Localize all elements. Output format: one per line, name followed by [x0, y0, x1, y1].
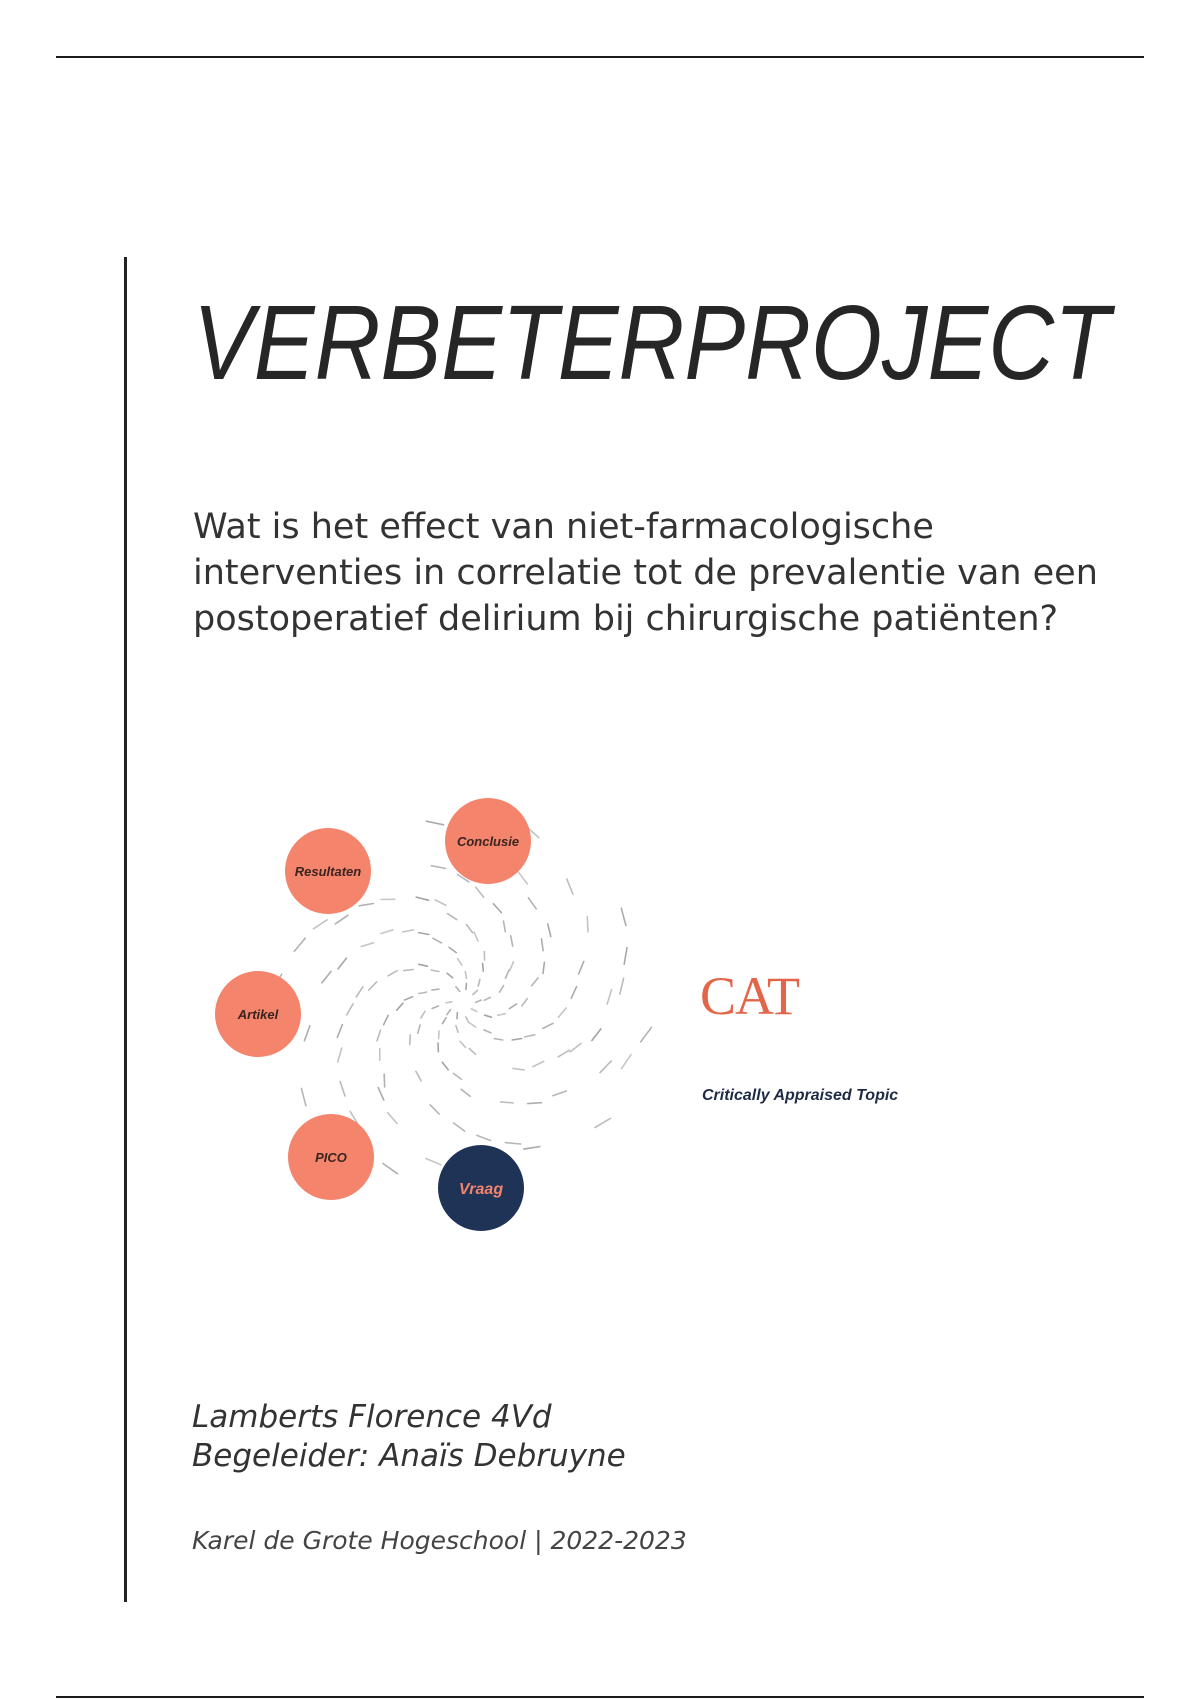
spiral-dash	[513, 1068, 524, 1070]
spiral-dash	[519, 872, 528, 884]
spiral-dash	[466, 1017, 469, 1023]
spiral-dash	[419, 933, 429, 935]
spiral-dash	[595, 1118, 611, 1127]
spiral-dash	[592, 1029, 601, 1041]
author-block	[192, 1398, 626, 1476]
spiral-dash	[476, 887, 484, 897]
spiral-dash	[431, 970, 439, 971]
spiral-dash	[512, 1039, 522, 1041]
spiral-dash	[493, 904, 501, 913]
spiral-dash	[418, 1025, 420, 1033]
spiral-dash	[356, 987, 363, 997]
spiral-dash	[558, 1008, 566, 1017]
spiral-dash	[600, 1061, 611, 1073]
spiral-dash	[509, 1004, 516, 1009]
spiral-dash	[447, 1010, 451, 1015]
spiral-dash	[378, 1088, 384, 1100]
spiral-dash	[587, 917, 588, 932]
spiral-dash	[397, 1003, 403, 1010]
spiral-dash	[421, 1011, 425, 1018]
spiral-dash	[447, 973, 453, 977]
spiral-dash	[338, 1048, 342, 1062]
spiral-dash	[338, 958, 347, 969]
spiral-dash	[476, 1000, 482, 1002]
spiral-dash	[430, 1105, 439, 1114]
spiral-dash	[442, 1062, 448, 1070]
spiral-dash	[470, 1023, 476, 1027]
spiral-dash	[485, 1015, 492, 1017]
spiral-dash	[533, 1061, 544, 1066]
spiral-dash	[359, 904, 373, 906]
spiral-dash	[567, 879, 573, 894]
spiral-dash	[620, 978, 624, 994]
spiral-dash	[494, 1039, 503, 1040]
node-label: PICO	[315, 1150, 347, 1165]
research-question	[193, 504, 1098, 642]
spiral-dash	[522, 999, 528, 1006]
spiral-dash	[369, 982, 377, 990]
spiral-dash	[506, 970, 509, 978]
spiral-dash	[571, 987, 576, 999]
spiral-dash	[335, 915, 348, 924]
spiral-dash	[456, 1026, 458, 1033]
research-question-line: postoperatief delirium bij chirurgische patiënten?	[193, 599, 1059, 639]
spiral-dash	[404, 970, 413, 971]
spiral-dash	[484, 997, 490, 1000]
spiral-dash	[466, 983, 467, 989]
document-title: VERBETERPROJECT	[193, 284, 1110, 402]
spiral-dash	[478, 980, 480, 987]
spiral-dash	[384, 1015, 389, 1024]
node-label: Conclusie	[456, 834, 520, 849]
spiral-dash	[641, 1027, 652, 1042]
spiral-dash	[465, 972, 466, 979]
spiral-dash	[337, 1025, 342, 1038]
spiral-dash	[449, 947, 456, 952]
bottom-rule	[56, 1696, 1144, 1698]
spiral-dash	[377, 1030, 381, 1041]
spiral-dash	[403, 930, 414, 932]
spiral-dash	[607, 990, 612, 1005]
spiral-dash	[524, 1147, 540, 1150]
spiral-dash	[454, 1123, 465, 1131]
spiral-dash	[543, 1023, 553, 1028]
spiral-dash	[461, 1089, 470, 1096]
spiral-dash	[431, 866, 445, 869]
research-question-line: Wat is het effect van niet-farmacologische	[193, 507, 934, 547]
institution-line: Karel de Grote Hogeschool | 2022-2023	[192, 1526, 687, 1555]
research-question-line: interventies in correlatie tot de prevalentie van een	[193, 553, 1098, 593]
spiral-dash	[294, 938, 305, 951]
spiral-dash	[542, 939, 544, 951]
spiral-dash	[500, 986, 504, 993]
spiral-dash	[426, 1159, 441, 1165]
spiral-dash	[416, 1071, 421, 1081]
spiral-dash	[528, 1103, 542, 1104]
node-artikel	[215, 971, 301, 1057]
node-conclusie	[445, 798, 531, 884]
spiral-dash	[543, 962, 544, 973]
spiral-dash	[383, 1164, 397, 1174]
author-name: Lamberts Florence 4Vd	[192, 1399, 552, 1435]
spiral-dash	[624, 948, 627, 965]
cat-heading: CAT	[700, 966, 800, 1026]
spiral-dash	[432, 989, 439, 990]
spiral-dash	[416, 897, 428, 900]
top-rule	[56, 56, 1144, 58]
spiral-dash	[340, 1082, 345, 1097]
spiral-dash	[405, 997, 413, 1000]
node-resultaten	[285, 828, 371, 914]
spiral-dash	[460, 1041, 465, 1047]
spiral-dash	[505, 1143, 520, 1144]
spiral-dash	[473, 990, 478, 994]
spiral-dash	[361, 943, 373, 947]
spiral-dash	[484, 1030, 491, 1033]
spiral-dash	[419, 992, 427, 993]
spiral-dash	[432, 1006, 438, 1009]
spiral-dash	[621, 908, 626, 925]
spiral-dash	[347, 1004, 353, 1015]
spiral-dash	[381, 930, 393, 934]
spiral-dash	[448, 914, 457, 920]
spiral-dash	[388, 971, 397, 976]
spiral-dash	[419, 964, 428, 966]
spiral-dash	[435, 900, 446, 906]
spiral-dash	[621, 1055, 631, 1069]
spiral-dash	[314, 920, 328, 929]
spiral-dash	[525, 1035, 535, 1037]
spiral-dash	[474, 932, 478, 941]
spiral-dash	[433, 938, 442, 943]
spiral-dash	[532, 978, 538, 986]
spiral-dash	[579, 961, 584, 974]
spiral-dash	[301, 1088, 306, 1105]
spiral-dash	[456, 987, 460, 992]
spiral-dash	[446, 1002, 452, 1003]
node-vraag	[438, 1145, 524, 1231]
spiral-dash	[553, 1091, 567, 1096]
supervisor-name: Begeleider: Anaïs Debruyne	[192, 1438, 626, 1474]
node-label: Vraag	[458, 1181, 504, 1198]
spiral-dash	[322, 971, 331, 983]
node-pico	[288, 1114, 374, 1200]
spiral-dash	[503, 921, 505, 932]
spiral-dash	[483, 963, 484, 971]
spiral-dash	[388, 1113, 397, 1124]
spiral-dash	[570, 1044, 581, 1052]
spiral-dash	[558, 1050, 569, 1057]
node-label: Resultaten	[294, 864, 362, 879]
spiral-dash	[466, 925, 472, 933]
spiral-dash	[510, 962, 514, 971]
spiral-dash	[498, 1014, 506, 1016]
spiral-dash	[477, 1135, 491, 1140]
spiral-dash	[426, 821, 443, 825]
spiral-dash	[511, 936, 513, 946]
spiral-dash	[469, 1049, 475, 1055]
spiral-dash	[528, 898, 536, 909]
cat-subheading: Critically Appraised Topic	[702, 1087, 899, 1104]
spiral-dash	[458, 959, 462, 966]
spiral-dash	[501, 1102, 514, 1103]
spiral-dash	[548, 924, 551, 937]
spiral-dash	[443, 1018, 447, 1024]
node-label: Artikel	[237, 1007, 279, 1022]
spiral-dash	[471, 1009, 476, 1012]
spiral-dash	[453, 1073, 461, 1079]
left-accent-bar	[124, 257, 127, 1602]
spiral-dash	[304, 1026, 310, 1041]
